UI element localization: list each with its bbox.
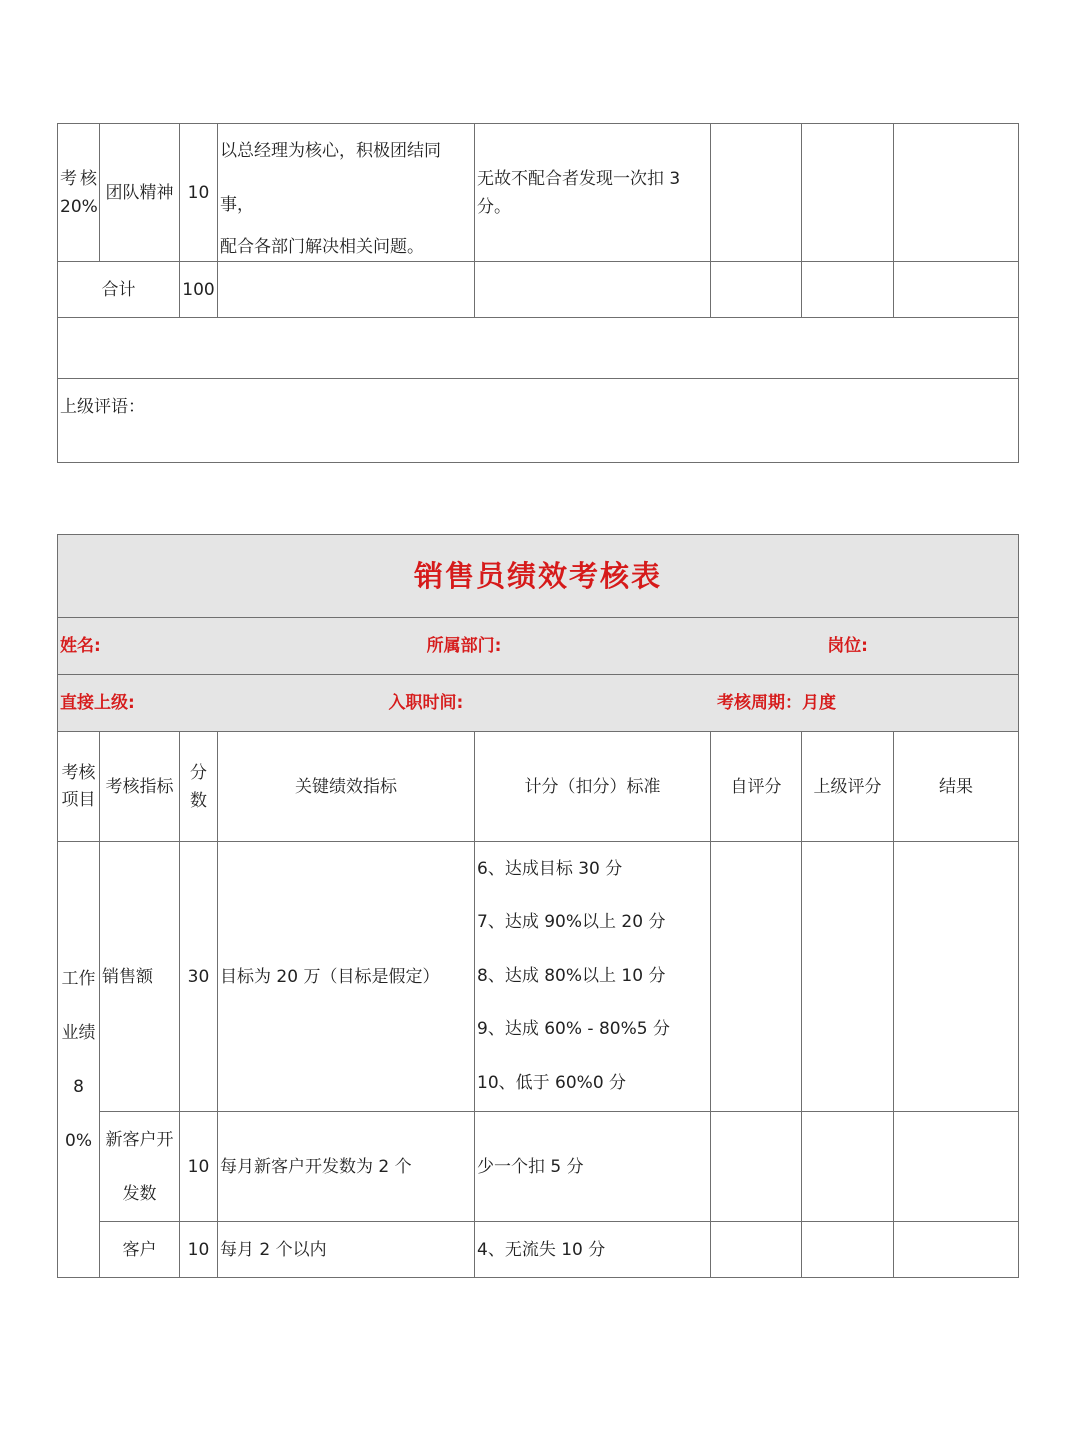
sales-appraisal-table — [57, 534, 1019, 1278]
supervisor-score-cell[interactable] — [802, 124, 894, 262]
kpi-line-1: 以总经理为核心，积极团结同事， — [220, 141, 441, 215]
period-label: 考核周期：月度 — [717, 693, 836, 713]
header-kpi: 关键绩效指标 — [218, 732, 475, 842]
client-indicator: 客户 — [100, 1222, 180, 1278]
category-cell — [58, 124, 100, 262]
header-supervisor-score: 上级评分 — [802, 732, 894, 842]
total-label: 合计 — [58, 262, 180, 318]
new-client-criteria: 少一个扣 5 分 — [475, 1112, 711, 1222]
new-client-kpi: 每月新客户开发数为 2 个 — [218, 1112, 475, 1222]
name-label: 姓名: — [60, 636, 101, 656]
client-score: 10 — [180, 1222, 218, 1278]
new-client-indicator: 新客户开发数 — [100, 1112, 180, 1222]
self-score-cell[interactable] — [711, 124, 802, 262]
total-kpi-cell — [218, 262, 475, 318]
sales-score: 30 — [180, 842, 218, 1112]
table-title: 销售员绩效考核表 — [58, 535, 1019, 618]
new-client-result[interactable] — [894, 1112, 1019, 1222]
supervisor-label: 直接上级: — [60, 693, 135, 713]
criteria-line: 7、达成 90%以上 20 分 — [477, 912, 666, 933]
indicator-cell: 团队精神 — [100, 124, 180, 262]
group-cell: 工作业绩80% — [58, 842, 100, 1278]
criteria-line: 9、达成 60% - 80%5 分 — [477, 1019, 670, 1040]
sales-kpi: 目标为 20 万（目标是假定） — [218, 842, 475, 1112]
criteria-line: 8、达成 80%以上 10 分 — [477, 965, 666, 986]
position-label: 岗位: — [827, 636, 868, 656]
info-row-1 — [58, 618, 1019, 675]
client-self-score[interactable] — [711, 1222, 802, 1278]
header-criteria: 计分（扣分）标准 — [475, 732, 711, 842]
score-cell: 10 — [180, 124, 218, 262]
client-kpi: 每月 2 个以内 — [218, 1222, 475, 1278]
sales-criteria — [475, 842, 711, 1112]
header-result: 结果 — [894, 732, 1019, 842]
sales-self-score[interactable] — [711, 842, 802, 1112]
criteria-line: 10、低于 60%0 分 — [477, 1072, 627, 1093]
join-date-label: 入职时间: — [388, 693, 464, 713]
sales-result[interactable] — [894, 842, 1019, 1112]
total-criteria-cell — [475, 262, 711, 318]
client-criteria: 4、无流失 10 分 — [475, 1222, 711, 1278]
supervisor-comment-label: 上级评语： — [60, 397, 145, 417]
info-row-2 — [58, 675, 1019, 732]
total-self-score[interactable] — [711, 262, 802, 318]
kpi-cell — [218, 124, 475, 262]
header-self-score: 自评分 — [711, 732, 802, 842]
sales-indicator: 销售额 — [100, 842, 180, 1112]
new-client-supervisor-score[interactable] — [802, 1112, 894, 1222]
header-score: 分数 — [180, 732, 218, 842]
total-supervisor-score[interactable] — [802, 262, 894, 318]
category-text: 考核20% — [60, 168, 98, 217]
result-cell[interactable] — [894, 124, 1019, 262]
header-indicator: 考核指标 — [100, 732, 180, 842]
total-result[interactable] — [894, 262, 1019, 318]
client-supervisor-score[interactable] — [802, 1222, 894, 1278]
total-score: 100 — [180, 262, 218, 318]
kpi-line-2: 配合各部门解决相关问题。 — [220, 237, 424, 257]
criteria-cell: 无故不配合者发现一次扣 3 分。 — [475, 124, 711, 262]
blank-row[interactable] — [58, 318, 1019, 379]
sales-supervisor-score[interactable] — [802, 842, 894, 1112]
new-client-score: 10 — [180, 1112, 218, 1222]
department-label: 所属部门: — [426, 636, 502, 656]
new-client-self-score[interactable] — [711, 1112, 802, 1222]
supervisor-comment-cell[interactable] — [58, 379, 1019, 463]
criteria-line: 6、达成目标 30 分 — [477, 858, 623, 879]
top-table — [57, 123, 1019, 463]
header-item: 考核项目 — [58, 732, 100, 842]
client-result[interactable] — [894, 1222, 1019, 1278]
